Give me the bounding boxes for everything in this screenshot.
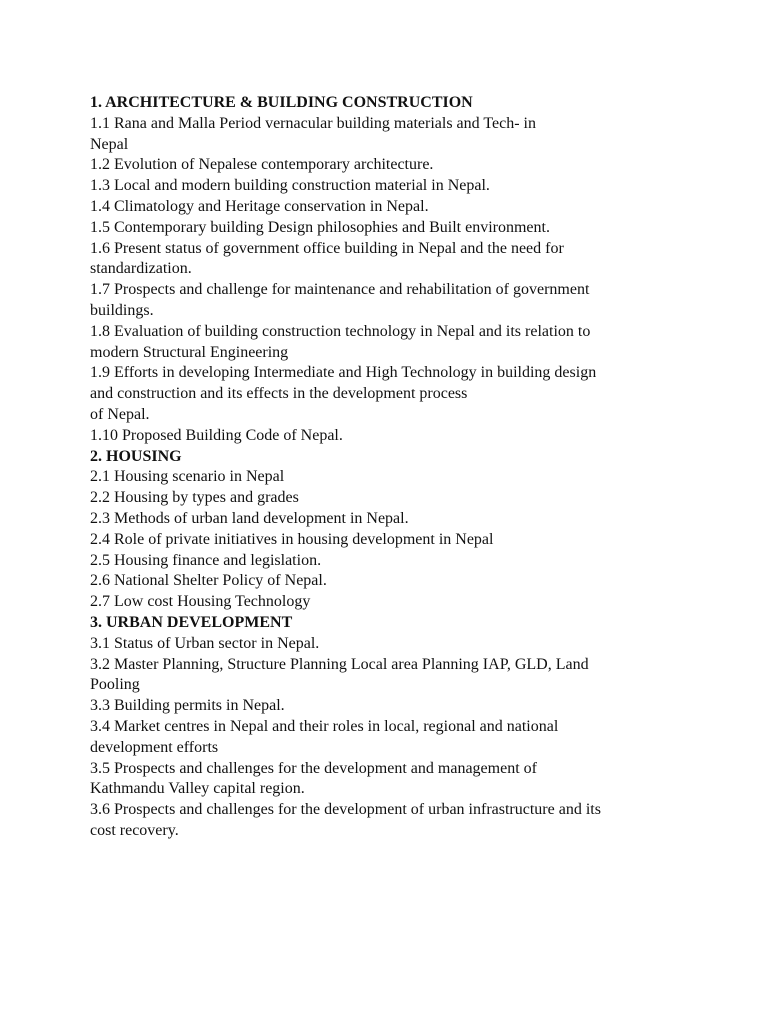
syllabus-line: 3.4 Market centres in Nepal and their roles in local, regional and national: [90, 717, 559, 735]
syllabus-line: 3.3 Building permits in Nepal.: [90, 697, 285, 715]
syllabus-line: 3.1 Status of Urban sector in Nepal.: [90, 634, 320, 652]
syllabus-line: 2.1 Housing scenario in Nepal: [90, 468, 285, 486]
syllabus-line: 1.1 Rana and Malla Period vernacular building materials and Tech- in: [90, 114, 536, 132]
syllabus-line: 2.4 Role of private initiatives in housing development in Nepal: [90, 530, 494, 548]
syllabus-line: 1.3 Local and modern building construction material in Nepal.: [90, 177, 490, 195]
syllabus-line: 3.2 Master Planning, Structure Planning Local area Planning IAP, GLD, Land: [90, 655, 589, 673]
syllabus-line: 1.6 Present status of government office building in Nepal and the need for: [90, 239, 564, 257]
syllabus-line: 1.7 Prospects and challenge for maintenance and rehabilitation of government: [90, 281, 590, 299]
syllabus-line: 3.6 Prospects and challenges for the development of urban infrastructure and its: [90, 801, 601, 819]
syllabus-line: cost recovery.: [90, 821, 179, 839]
syllabus-line: and construction and its effects in the development process: [90, 385, 468, 403]
syllabus-line: development efforts: [90, 738, 219, 756]
syllabus-line: Kathmandu Valley capital region.: [90, 780, 305, 798]
section-heading: 2. HOUSING: [90, 447, 182, 465]
section-heading: 3. URBAN DEVELOPMENT: [90, 613, 293, 631]
syllabus-line: buildings.: [90, 301, 154, 319]
section-heading: 1. ARCHITECTURE & BUILDING CONSTRUCTION: [90, 94, 473, 111]
syllabus-line: modern Structural Engineering: [90, 343, 289, 361]
syllabus-line: 2.5 Housing finance and legislation.: [90, 551, 322, 569]
syllabus-line: standardization.: [90, 260, 192, 278]
syllabus-line: 2.7 Low cost Housing Technology: [90, 593, 311, 611]
syllabus-line: 1.10 Proposed Building Code of Nepal.: [90, 426, 343, 444]
syllabus-line: 1.8 Evaluation of building construction technology in Nepal and its relation to: [90, 322, 591, 340]
syllabus-line: Nepal: [90, 135, 129, 153]
syllabus-line: 2.2 Housing by types and grades: [90, 489, 299, 507]
syllabus-line: 1.9 Efforts in developing Intermediate and High Technology in building design: [90, 364, 597, 382]
syllabus-line: of Nepal.: [90, 405, 150, 423]
syllabus-line: 3.5 Prospects and challenges for the development and management of: [90, 759, 537, 777]
syllabus-line: Pooling: [90, 676, 140, 694]
syllabus-line: 1.4 Climatology and Heritage conservation in Nepal.: [90, 197, 429, 215]
syllabus-document: [90, 93, 710, 842]
syllabus-line: 2.3 Methods of urban land development in Nepal.: [90, 509, 409, 527]
syllabus-line: 1.2 Evolution of Nepalese contemporary architecture.: [90, 156, 434, 174]
syllabus-line: 2.6 National Shelter Policy of Nepal.: [90, 572, 327, 590]
syllabus-line: 1.5 Contemporary building Design philosophies and Built environment.: [90, 218, 550, 236]
